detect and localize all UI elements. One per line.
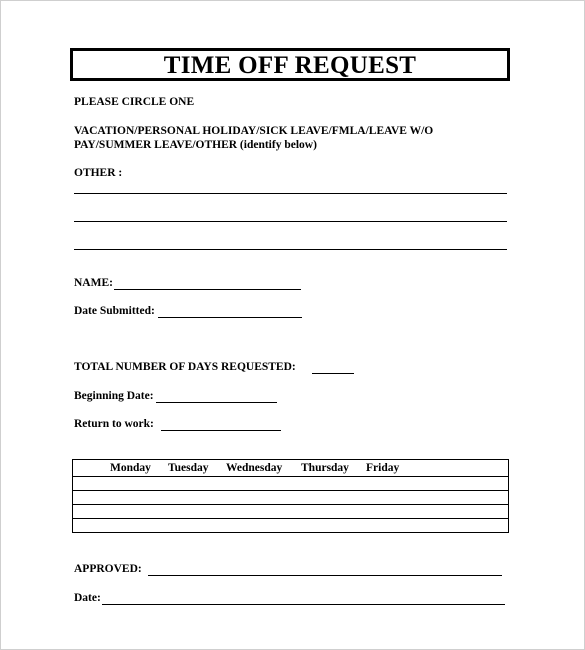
total-days-field-line[interactable]: [312, 373, 354, 374]
approved-label: APPROVED:: [74, 563, 142, 575]
leave-types-line-1: VACATION/PERSONAL HOLIDAY/SICK LEAVE/FMLA/LEAVE W/O: [74, 125, 434, 137]
table-row-divider: [73, 476, 508, 477]
circle-instruction: PLEASE CIRCLE ONE: [74, 96, 195, 108]
date-label: Date:: [74, 592, 101, 604]
day-header-wednesday: Wednesday: [226, 462, 283, 474]
beginning-date-label: Beginning Date:: [74, 390, 154, 402]
return-to-work-label: Return to work:: [74, 418, 154, 430]
day-header-monday: Monday: [110, 462, 151, 474]
day-header-friday: Friday: [366, 462, 400, 474]
day-header-tuesday: Tuesday: [168, 462, 209, 474]
days-table: [72, 459, 509, 533]
table-row-divider: [73, 518, 508, 519]
leave-types-line-2: PAY/SUMMER LEAVE/OTHER (identify below): [74, 139, 317, 151]
beginning-date-field-line[interactable]: [156, 402, 277, 403]
date-submitted-field-line[interactable]: [158, 317, 302, 318]
table-row-divider: [73, 490, 508, 491]
form-title: TIME OFF REQUEST: [70, 48, 510, 81]
other-label: OTHER :: [74, 167, 123, 179]
date-field-line[interactable]: [102, 604, 505, 605]
other-line-1[interactable]: [74, 193, 507, 194]
date-submitted-label: Date Submitted:: [74, 305, 155, 317]
name-field-line[interactable]: [114, 289, 301, 290]
other-line-2[interactable]: [74, 221, 507, 222]
other-line-3[interactable]: [74, 249, 507, 250]
return-to-work-field-line[interactable]: [161, 430, 281, 431]
table-row-divider: [73, 504, 508, 505]
name-label: NAME:: [74, 277, 113, 289]
approved-field-line[interactable]: [148, 575, 502, 576]
total-days-label: TOTAL NUMBER OF DAYS REQUESTED:: [74, 361, 296, 373]
day-header-thursday: Thursday: [301, 462, 349, 474]
